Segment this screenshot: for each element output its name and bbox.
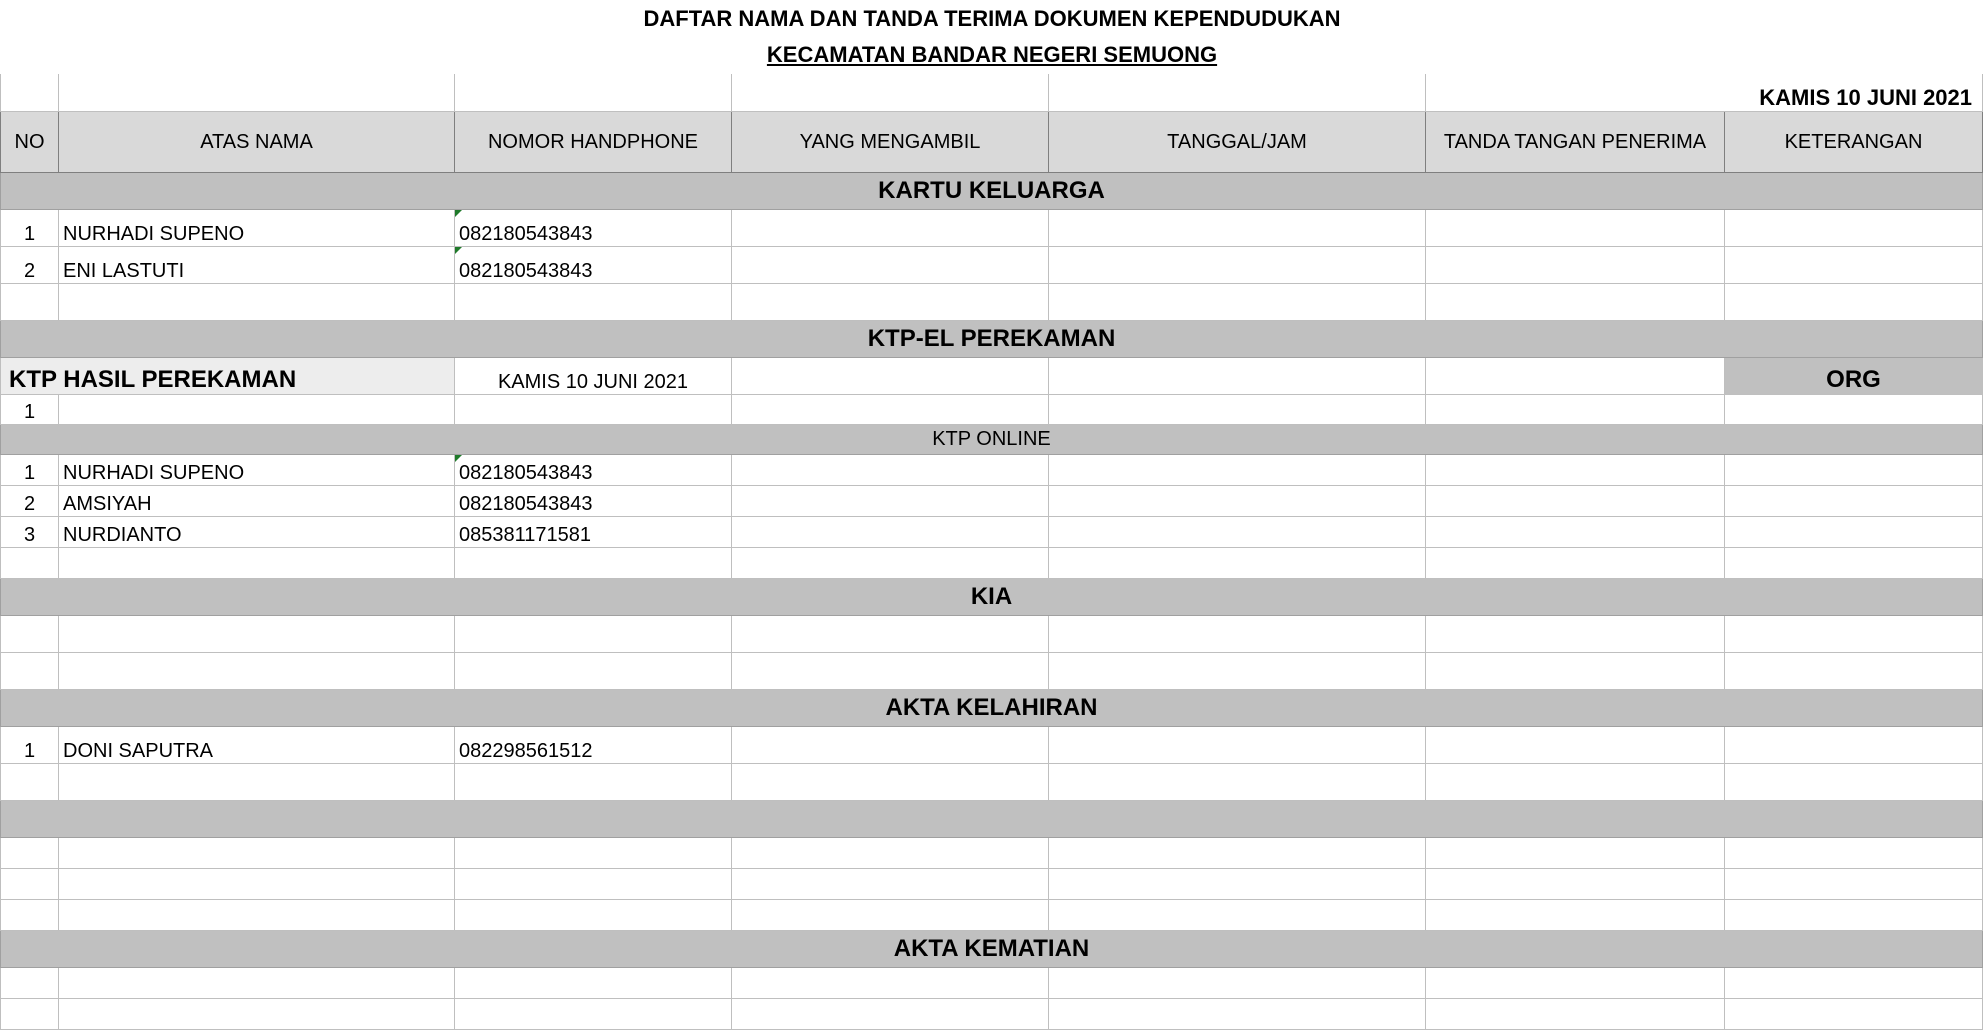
row-no: 1 [1, 454, 59, 485]
row-nama: NURDIANTO [59, 516, 455, 547]
row-no: 3 [1, 516, 59, 547]
table-row [1, 394, 1983, 424]
section-title: KIA [1, 578, 1983, 615]
table-header [1, 111, 1983, 172]
header-tanggal-jam: TANGGAL/JAM [1049, 111, 1426, 172]
table-row [1, 246, 1983, 283]
row-no: 1 [1, 209, 59, 246]
section-title: KTP-EL PEREKAMAN [1, 320, 1983, 357]
table-row [1, 485, 1983, 516]
section-ktp-online [1, 424, 1983, 454]
header-nomor-handphone: NOMOR HANDPHONE [455, 111, 732, 172]
empty-row [1, 283, 1983, 320]
section-ktp-el-perekaman [1, 320, 1983, 357]
section-title: KARTU KELUARGA [1, 172, 1983, 209]
section-title: AKTA KELAHIRAN [1, 689, 1983, 726]
empty-row [1, 763, 1983, 800]
section-kartu-keluarga [1, 172, 1983, 209]
header-no: NO [1, 111, 59, 172]
empty-row [1, 837, 1983, 868]
section-kia [1, 578, 1983, 615]
empty-row [1, 868, 1983, 899]
header-yang-mengambil: YANG MENGAMBIL [732, 111, 1049, 172]
row-handphone: 082298561512 [455, 726, 732, 763]
ktp-hasil-date: KAMIS 10 JUNI 2021 [455, 357, 732, 394]
empty-row [1, 967, 1983, 998]
ktp-hasil-label: KTP HASIL PEREKAMAN [1, 357, 455, 394]
empty-row [1, 899, 1983, 930]
empty-row [1, 547, 1983, 578]
table-row [1, 209, 1983, 246]
header-keterangan: KETERANGAN [1725, 111, 1983, 172]
row-no: 2 [1, 246, 59, 283]
row-nama: DONI SAPUTRA [59, 726, 455, 763]
document-subtitle: KECAMATAN BANDAR NEGERI SEMUONG [766, 42, 1218, 67]
empty-row [1, 998, 1983, 1029]
row-no: 1 [1, 726, 59, 763]
row-handphone: 082180543843 [455, 246, 732, 283]
org-label: ORG [1725, 357, 1983, 394]
row-no: 2 [1, 485, 59, 516]
section-akta-kematian [1, 930, 1983, 967]
row-nama: NURHADI SUPENO [59, 454, 455, 485]
row-nama: AMSIYAH [59, 485, 455, 516]
section-akta-kelahiran [1, 689, 1983, 726]
header-atas-nama: ATAS NAMA [59, 111, 455, 172]
empty-row [1, 615, 1983, 652]
row-handphone: 085381171581 [455, 516, 732, 547]
ktp-hasil-row [1, 357, 1983, 394]
header-tanda-tangan: TANDA TANGAN PENERIMA [1426, 111, 1725, 172]
table-row [1, 726, 1983, 763]
table-row [1, 516, 1983, 547]
section-blank [1, 800, 1983, 837]
header-date: KAMIS 10 JUNI 2021 [1426, 74, 1983, 111]
row-handphone: 082180543843 [455, 209, 732, 246]
document-title: DAFTAR NAMA DAN TANDA TERIMA DOKUMEN KEPENDUDUKAN [643, 6, 1341, 31]
row-nama: NURHADI SUPENO [59, 209, 455, 246]
empty-row [1, 652, 1983, 689]
row-no: 1 [1, 394, 59, 424]
section-title: AKTA KEMATIAN [1, 930, 1983, 967]
receipt-table [0, 74, 1983, 1030]
date-row [1, 74, 1983, 111]
row-handphone: 082180543843 [455, 454, 732, 485]
row-nama: ENI LASTUTI [59, 246, 455, 283]
section-title: KTP ONLINE [1, 424, 1983, 454]
row-handphone: 082180543843 [455, 485, 732, 516]
table-row [1, 454, 1983, 485]
